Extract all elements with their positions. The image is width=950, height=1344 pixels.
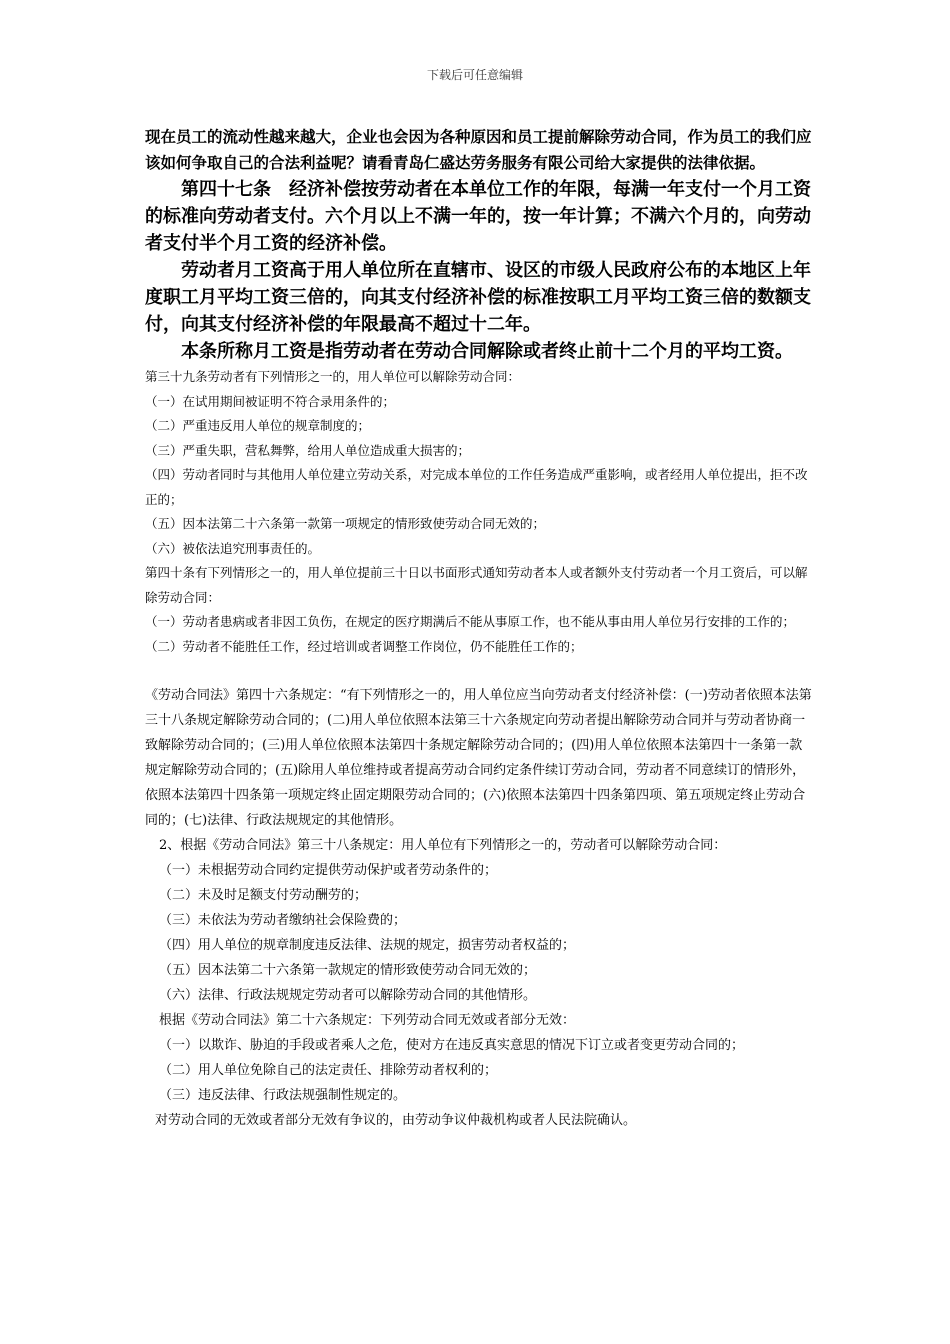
list-item: （五）因本法第二十六条第一款规定的情形致使劳动合同无效的； <box>159 963 537 978</box>
spacer <box>145 659 815 683</box>
list-item: （一）在试用期间被证明不符合录用条件的； <box>145 393 396 409</box>
list-item: （一）劳动者患病或者非因工负伤，在规定的医疗期满后不能从事原工作，也不能从事由用人单位另行安排的工作的； <box>145 614 796 629</box>
article-26-title: 根据《劳动合同法》第二十六条规定：下列劳动合同无效或者部分无效： <box>159 1013 576 1028</box>
list-item: （三）未依法为劳动者缴纳社会保险费的； <box>159 913 407 928</box>
list-item: （六）被依法追究刑事责任的。 <box>145 540 321 556</box>
intro-paragraph: 现在员工的流动性越来越大，企业也会因为各种原因和员工提前解除劳动合同，作为员工的我们应该如何争取自己的合法利益呢？请看青岛仁盛达劳务服务有限公司给大家提供的法律依据。 <box>145 128 812 172</box>
article-47-para-2: 劳动者月工资高于用人单位所在直辖市、设区的市级人民政府公布的本地区上年度职工月平均工资三倍的，向其支付经济补偿的标准按职工月平均工资三倍的数额支付，向其支付经济补偿的年限最高不超过十二年。 <box>145 260 811 335</box>
document-body <box>145 124 815 1133</box>
article-26-closing: 对劳动合同的无效或者部分无效有争议的，由劳动争议仲裁机构或者人民法院确认。 <box>155 1113 637 1128</box>
list-item: （四）劳动者同时与其他用人单位建立劳动关系，对完成本单位的工作任务造成严重影响，或者经用人单位提出，拒不改正的； <box>145 467 808 507</box>
list-item: （二）未及时足额支付劳动酬劳的； <box>159 888 368 903</box>
list-item: （一）以欺诈、胁迫的手段或者乘人之危，使对方在违反真实意思的情况下订立或者变更劳动合同的； <box>159 1038 745 1053</box>
list-item: （六）法律、行政法规规定劳动者可以解除劳动合同的其他情形。 <box>159 988 537 1003</box>
article-47-para-1: 第四十七条 经济补偿按劳动者在本单位工作的年限，每满一年支付一个月工资的标准向劳动者支付。六个月以上不满一年的，按一年计算；不满六个月的，向劳动者支付半个月工资的经济补偿。 <box>145 179 811 254</box>
list-item: （二）用人单位免除自己的法定责任、排除劳动者权利的； <box>159 1063 498 1078</box>
article-38-title: 2、根据《劳动合同法》第三十八条规定：用人单位有下列情形之一的，劳动者可以解除劳动合同： <box>159 838 727 853</box>
article-40-title: 第四十条有下列情形之一的，用人单位提前三十日以书面形式通知劳动者本人或者额外支付劳动者一个月工资后，可以解除劳动合同： <box>145 565 808 605</box>
list-item: （二）严重违反用人单位的规章制度的； <box>145 418 371 433</box>
list-item: （四）用人单位的规章制度违反法律、法规的规定，损害劳动者权益的； <box>159 938 576 953</box>
list-item: （三）严重失职，营私舞弊，给用人单位造成重大损害的； <box>145 442 471 458</box>
article-39-title: 第三十九条劳动者有下列情形之一的，用人单位可以解除劳动合同： <box>145 369 521 384</box>
page-header: 下载后可任意编辑 <box>426 68 523 82</box>
article-46-paragraph: 《劳动合同法》第四十六条规定：“有下列情形之一的，用人单位应当向劳动者支付经济补偿：(一)劳动者依照本法第三十八条规定解除劳动合同的；(二)用人单位依照本法第三十六条规定向劳动者提出解除劳动合同并与劳动者协商一致解除劳动合同的；(三)用人单位依照本法第四十条规定解除劳动合同的；(四)用人单位依照本法第四十一条第一款规定解除劳动合同的；(五)除用人单位维持或者提高劳动合同约定条件续订劳动合同，劳动者不同意续订的情形外，依照本法第四十四条第一项规定终止固定期限劳动合同的；(六)依照本法第四十四条第四项、第五项规定终止劳动合同的；(七)法律、行政法规规定的其他情形。 <box>145 688 812 828</box>
list-item: （二）劳动者不能胜任工作，经过培训或者调整工作岗位，仍不能胜任工作的； <box>145 638 583 654</box>
list-item: （五）因本法第二十六条第一款第一项规定的情形致使劳动合同无效的； <box>145 516 546 531</box>
article-47-para-3: 本条所称月工资是指劳动者在劳动合同解除或者终止前十二个月的平均工资。 <box>181 341 793 362</box>
list-item: （三）违反法律、行政法规强制性规定的。 <box>159 1088 407 1103</box>
list-item: （一）未根据劳动合同约定提供劳动保护或者劳动条件的； <box>159 863 498 878</box>
